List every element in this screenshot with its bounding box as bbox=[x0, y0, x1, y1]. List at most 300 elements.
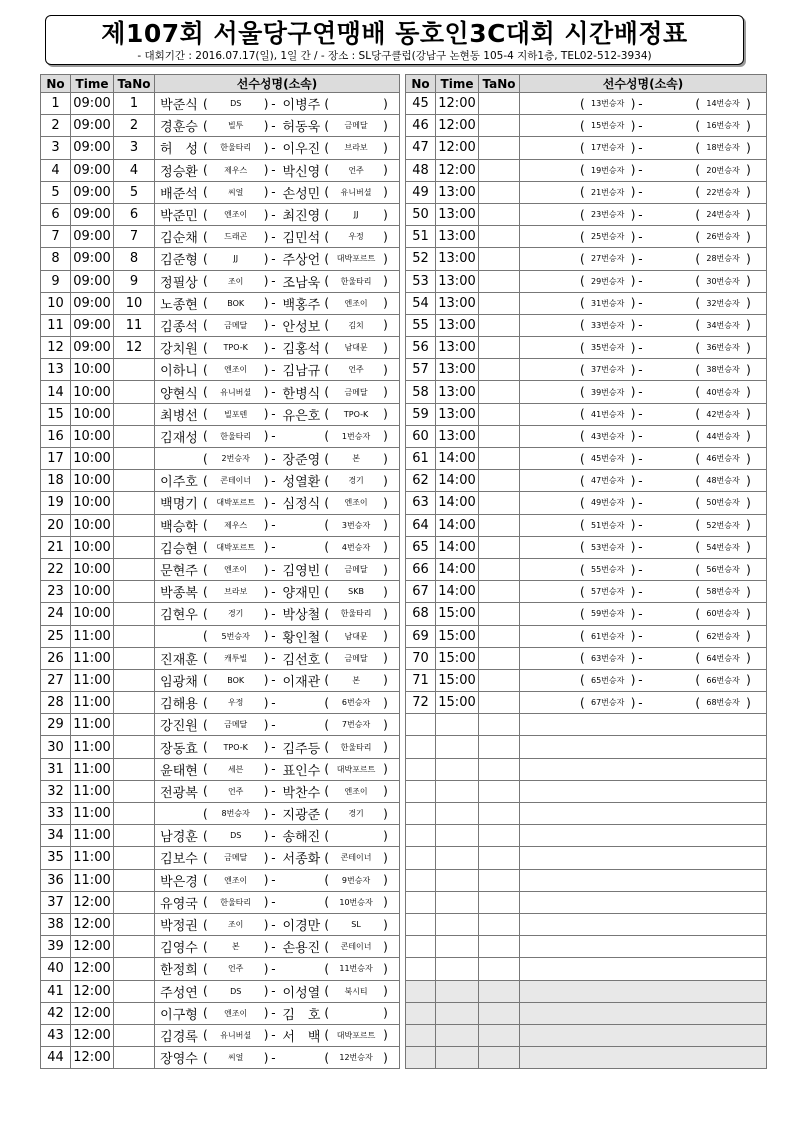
match-no: 46 bbox=[406, 115, 436, 137]
winner-a: 31번승자 bbox=[591, 298, 625, 308]
match-no: 64 bbox=[406, 514, 436, 536]
table-no: 8 bbox=[114, 248, 155, 270]
empty-row bbox=[406, 1002, 767, 1024]
player2-name: 김영빈 bbox=[282, 564, 321, 580]
winner-a: 43번승자 bbox=[591, 431, 625, 441]
paren-open: ( bbox=[580, 207, 585, 222]
winner-pair bbox=[520, 515, 766, 536]
paren-open: ( bbox=[203, 939, 208, 954]
paren-close: ) bbox=[263, 407, 269, 422]
player-pair bbox=[155, 115, 399, 136]
empty-cell bbox=[479, 1047, 520, 1069]
player1-name: 김준형 bbox=[160, 253, 198, 269]
match-no: 20 bbox=[41, 514, 71, 536]
winner-pair bbox=[520, 315, 766, 336]
paren-close: ) bbox=[263, 207, 269, 222]
paren-close: ) bbox=[746, 473, 751, 488]
winner-pair bbox=[520, 448, 766, 469]
player2-club: 금메달 bbox=[344, 121, 368, 131]
match-time: 15:00 bbox=[436, 669, 479, 691]
match-no: 8 bbox=[41, 248, 71, 270]
paren-open: ( bbox=[203, 163, 208, 178]
paren-open: ( bbox=[203, 296, 208, 311]
paren-close: ) bbox=[630, 140, 636, 155]
paren-open: ( bbox=[203, 895, 208, 910]
player2-name: 이재관 bbox=[282, 674, 321, 690]
paren-open: ( bbox=[324, 673, 330, 688]
empty-row bbox=[406, 936, 767, 958]
player1-name: 한정희 bbox=[160, 963, 198, 979]
players-cell bbox=[155, 669, 400, 691]
match-time: 10:00 bbox=[71, 603, 114, 625]
vs-dash: - bbox=[271, 762, 276, 777]
players-cell bbox=[520, 159, 767, 181]
paren-close: ) bbox=[263, 185, 269, 200]
paren-close: ) bbox=[263, 740, 269, 755]
winner-b: 16번승자 bbox=[706, 121, 740, 131]
col-time: Time bbox=[71, 75, 114, 93]
players-cell bbox=[520, 425, 767, 447]
player2-club: 대박포르트 bbox=[336, 254, 376, 264]
paren-open: ( bbox=[324, 207, 330, 222]
match-time: 09:00 bbox=[71, 115, 114, 137]
empty-cell bbox=[436, 736, 479, 758]
vs-dash: - bbox=[271, 740, 276, 755]
table-no bbox=[479, 337, 520, 359]
player1-name: 장동효 bbox=[160, 741, 198, 757]
player1-name: 김재성 bbox=[160, 430, 198, 446]
paren-open: ( bbox=[695, 385, 701, 400]
paren-close: ) bbox=[263, 961, 269, 976]
vs-dash: - bbox=[638, 251, 643, 266]
winner-b: 52번승자 bbox=[706, 520, 740, 530]
player1-club: 본 bbox=[231, 942, 240, 952]
players-cell bbox=[520, 448, 767, 470]
paren-open: ( bbox=[203, 473, 208, 488]
paren-close: ) bbox=[746, 362, 751, 377]
winner-pair bbox=[520, 115, 766, 136]
paren-open: ( bbox=[203, 229, 208, 244]
match-no: 59 bbox=[406, 403, 436, 425]
table-no: 6 bbox=[114, 203, 155, 225]
players-cell bbox=[155, 448, 400, 470]
paren-close: ) bbox=[263, 651, 269, 666]
page-title: 제107회 서울당구연맹배 동호인3C대회 시간배정표 bbox=[101, 19, 688, 48]
winner-b: 34번승자 bbox=[706, 320, 740, 330]
vs-dash: - bbox=[638, 629, 643, 644]
empty-cell bbox=[520, 736, 767, 758]
match-no: 31 bbox=[41, 758, 71, 780]
vs-dash: - bbox=[638, 362, 643, 377]
paren-close: ) bbox=[383, 385, 388, 400]
table-row bbox=[41, 248, 400, 270]
players-cell bbox=[520, 248, 767, 270]
empty-row bbox=[406, 847, 767, 869]
match-no: 24 bbox=[41, 603, 71, 625]
table-row bbox=[41, 337, 400, 359]
paren-close: ) bbox=[383, 784, 388, 799]
paren-close: ) bbox=[383, 850, 388, 865]
match-no: 1 bbox=[41, 93, 71, 115]
paren-close: ) bbox=[383, 1050, 388, 1065]
players-cell bbox=[155, 270, 400, 292]
match-time: 10:00 bbox=[71, 536, 114, 558]
table-no bbox=[114, 558, 155, 580]
vs-dash: - bbox=[271, 717, 276, 732]
paren-close: ) bbox=[630, 96, 636, 111]
table-row bbox=[41, 625, 400, 647]
player2-club: 유니버셜 bbox=[340, 187, 372, 197]
paren-open: ( bbox=[580, 385, 585, 400]
table-row bbox=[41, 492, 400, 514]
winner-pair bbox=[520, 648, 766, 669]
empty-cell bbox=[520, 1002, 767, 1024]
paren-close: ) bbox=[263, 717, 269, 732]
player1-name: 김경록 bbox=[160, 1029, 198, 1045]
empty-row bbox=[406, 714, 767, 736]
player-pair bbox=[155, 847, 399, 868]
paren-open: ( bbox=[324, 140, 330, 155]
vs-dash: - bbox=[271, 385, 276, 400]
player2-club: 본 bbox=[352, 454, 360, 464]
paren-open: ( bbox=[695, 118, 701, 133]
paren-open: ( bbox=[203, 584, 208, 599]
vs-dash: - bbox=[638, 562, 643, 577]
paren-close: ) bbox=[383, 185, 388, 200]
table-row bbox=[406, 492, 767, 514]
paren-open: ( bbox=[324, 495, 330, 510]
winner-b: 22번승자 bbox=[706, 187, 740, 197]
player-pair bbox=[155, 381, 399, 402]
table-no bbox=[479, 115, 520, 137]
players-cell bbox=[155, 115, 400, 137]
paren-open: ( bbox=[203, 340, 208, 355]
match-no: 71 bbox=[406, 669, 436, 691]
player2-club: 남대문 bbox=[344, 343, 368, 353]
player-pair bbox=[155, 714, 399, 735]
winner-a: 51번승자 bbox=[591, 520, 625, 530]
paren-close: ) bbox=[383, 629, 388, 644]
table-row bbox=[406, 470, 767, 492]
players-cell bbox=[520, 93, 767, 115]
player1-club: 유니버셜 bbox=[220, 1030, 252, 1040]
paren-open: ( bbox=[203, 917, 208, 932]
match-time: 14:00 bbox=[436, 514, 479, 536]
paren-open: ( bbox=[324, 473, 330, 488]
player1-name: 강진원 bbox=[160, 719, 198, 735]
table-row bbox=[406, 581, 767, 603]
player1-name: 박준식 bbox=[160, 98, 198, 114]
paren-open: ( bbox=[203, 385, 208, 400]
paren-close: ) bbox=[630, 629, 636, 644]
match-no: 14 bbox=[41, 381, 71, 403]
paren-close: ) bbox=[383, 740, 388, 755]
vs-dash: - bbox=[638, 651, 643, 666]
paren-open: ( bbox=[695, 296, 701, 311]
paren-open: ( bbox=[580, 562, 585, 577]
players-cell bbox=[155, 958, 400, 980]
paren-close: ) bbox=[746, 606, 751, 621]
vs-dash: - bbox=[271, 984, 276, 999]
paren-open: ( bbox=[324, 296, 330, 311]
empty-cell bbox=[479, 803, 520, 825]
empty-cell bbox=[436, 847, 479, 869]
paren-close: ) bbox=[746, 495, 751, 510]
player2-name: 지광준 bbox=[282, 808, 321, 824]
empty-row bbox=[406, 803, 767, 825]
table-no bbox=[479, 603, 520, 625]
match-time: 13:00 bbox=[436, 203, 479, 225]
match-time: 11:00 bbox=[71, 803, 114, 825]
paren-close: ) bbox=[746, 429, 751, 444]
paren-open: ( bbox=[695, 584, 701, 599]
paren-close: ) bbox=[746, 318, 751, 333]
vs-dash: - bbox=[271, 451, 276, 466]
player1-club: 씨얼 bbox=[227, 1053, 244, 1063]
empty-cell bbox=[436, 803, 479, 825]
winner-pair bbox=[520, 404, 766, 425]
vs-dash: - bbox=[638, 673, 643, 688]
players-cell bbox=[155, 758, 400, 780]
empty-cell bbox=[520, 1047, 767, 1069]
paren-open: ( bbox=[580, 673, 585, 688]
player2-club: 대박포르트 bbox=[336, 764, 376, 774]
paren-close: ) bbox=[746, 629, 751, 644]
player-pair bbox=[155, 914, 399, 935]
col-tano: TaNo bbox=[114, 75, 155, 93]
vs-dash: - bbox=[271, 96, 276, 111]
winner-b: 28번승자 bbox=[706, 254, 740, 264]
winner-b: 18번승자 bbox=[706, 143, 740, 153]
match-time: 10:00 bbox=[71, 359, 114, 381]
empty-cell bbox=[406, 958, 436, 980]
table-row bbox=[406, 159, 767, 181]
winner-b: 58번승자 bbox=[706, 587, 740, 597]
player1-club: DS bbox=[230, 831, 242, 841]
match-time: 12:00 bbox=[436, 137, 479, 159]
paren-open: ( bbox=[324, 562, 330, 577]
match-no: 21 bbox=[41, 536, 71, 558]
paren-close: ) bbox=[383, 606, 388, 621]
paren-open: ( bbox=[203, 695, 208, 710]
match-time: 12:00 bbox=[71, 891, 114, 913]
paren-close: ) bbox=[263, 118, 269, 133]
vs-dash: - bbox=[271, 429, 276, 444]
winner-b: 38번승자 bbox=[706, 365, 740, 375]
paren-close: ) bbox=[383, 229, 388, 244]
table-row bbox=[406, 381, 767, 403]
table-row bbox=[41, 1047, 400, 1069]
paren-open: ( bbox=[324, 540, 330, 555]
table-no bbox=[114, 625, 155, 647]
player-pair bbox=[155, 271, 399, 292]
paren-close: ) bbox=[263, 340, 269, 355]
match-time: 09:00 bbox=[71, 159, 114, 181]
player1-name: 최병선 bbox=[160, 408, 198, 424]
player1-club: 캐투빌 bbox=[224, 653, 248, 663]
player1-name: 강치원 bbox=[160, 342, 198, 358]
players-cell bbox=[155, 891, 400, 913]
player1-club: 조이 bbox=[227, 276, 244, 286]
paren-close: ) bbox=[746, 407, 751, 422]
paren-open: ( bbox=[203, 629, 208, 644]
match-time: 12:00 bbox=[436, 115, 479, 137]
empty-cell bbox=[406, 936, 436, 958]
table-row bbox=[406, 226, 767, 248]
player1-name: 장영수 bbox=[160, 1052, 198, 1068]
table-no bbox=[479, 359, 520, 381]
paren-close: ) bbox=[630, 407, 636, 422]
player2-name: 박신영 bbox=[282, 164, 321, 180]
paren-open: ( bbox=[324, 362, 330, 377]
table-row bbox=[406, 203, 767, 225]
title-box bbox=[45, 15, 744, 65]
players-cell bbox=[520, 226, 767, 248]
player1-club: 대박포르트 bbox=[216, 498, 255, 508]
empty-cell bbox=[406, 714, 436, 736]
paren-open: ( bbox=[324, 385, 330, 400]
paren-close: ) bbox=[383, 717, 388, 732]
paren-close: ) bbox=[630, 296, 636, 311]
player1-club: 엔조이 bbox=[224, 365, 248, 375]
paren-close: ) bbox=[746, 673, 751, 688]
player2-club: 경기 bbox=[348, 476, 364, 486]
match-no: 57 bbox=[406, 359, 436, 381]
players-cell bbox=[155, 869, 400, 891]
paren-open: ( bbox=[580, 118, 585, 133]
paren-close: ) bbox=[383, 163, 388, 178]
player1-club: BOK bbox=[227, 298, 245, 308]
paren-open: ( bbox=[695, 429, 701, 444]
winner-pair bbox=[520, 293, 766, 314]
winner-b: 14번승자 bbox=[706, 99, 740, 109]
empty-cell bbox=[520, 825, 767, 847]
match-time: 11:00 bbox=[71, 736, 114, 758]
player1-club: 조이 bbox=[227, 920, 244, 930]
paren-close: ) bbox=[383, 118, 388, 133]
player1-name: 허 성 bbox=[159, 142, 199, 158]
table-no bbox=[479, 137, 520, 159]
paren-open: ( bbox=[324, 695, 330, 710]
player2-name: 이경만 bbox=[282, 919, 321, 935]
player2-club: JJ bbox=[353, 210, 359, 220]
right-schedule-table bbox=[405, 74, 767, 1069]
empty-cell bbox=[520, 869, 767, 891]
table-row bbox=[41, 869, 400, 891]
vs-dash: - bbox=[271, 828, 276, 843]
winner-a: 65번승자 bbox=[591, 675, 625, 685]
col-players: 선수성명(소속) bbox=[155, 75, 400, 93]
players-cell bbox=[520, 137, 767, 159]
match-no: 5 bbox=[41, 181, 71, 203]
paren-open: ( bbox=[695, 229, 701, 244]
paren-open: ( bbox=[580, 473, 585, 488]
table-no bbox=[114, 448, 155, 470]
players-cell bbox=[520, 514, 767, 536]
table-no bbox=[114, 847, 155, 869]
players-cell bbox=[155, 248, 400, 270]
empty-cell bbox=[436, 891, 479, 913]
paren-close: ) bbox=[383, 917, 388, 932]
paren-close: ) bbox=[263, 873, 269, 888]
paren-open: ( bbox=[203, 318, 208, 333]
paren-close: ) bbox=[630, 118, 636, 133]
player1-name: 정필상 bbox=[160, 275, 198, 291]
vs-dash: - bbox=[638, 429, 643, 444]
table-no bbox=[114, 692, 155, 714]
match-time: 13:00 bbox=[436, 181, 479, 203]
winner-b: 66번승자 bbox=[706, 675, 740, 685]
empty-cell bbox=[436, 869, 479, 891]
table-no bbox=[114, 425, 155, 447]
paren-open: ( bbox=[324, 629, 330, 644]
paren-close: ) bbox=[630, 451, 636, 466]
match-time: 13:00 bbox=[436, 337, 479, 359]
table-row bbox=[406, 181, 767, 203]
paren-close: ) bbox=[746, 385, 751, 400]
player2-name: 표인수 bbox=[282, 763, 321, 779]
vs-dash: - bbox=[638, 185, 643, 200]
paren-open: ( bbox=[580, 251, 585, 266]
paren-open: ( bbox=[695, 606, 701, 621]
paren-close: ) bbox=[383, 518, 388, 533]
player1-name: 배준석 bbox=[160, 186, 198, 202]
paren-open: ( bbox=[203, 1028, 208, 1043]
match-time: 15:00 bbox=[436, 625, 479, 647]
paren-close: ) bbox=[383, 961, 388, 976]
match-no: 13 bbox=[41, 359, 71, 381]
player1-name: 이구형 bbox=[160, 1007, 198, 1023]
empty-cell bbox=[520, 936, 767, 958]
paren-open: ( bbox=[324, 1028, 330, 1043]
paren-close: ) bbox=[630, 562, 636, 577]
player2-club: 콘테이너 bbox=[340, 853, 372, 863]
vs-dash: - bbox=[271, 362, 276, 377]
match-no: 43 bbox=[41, 1024, 71, 1046]
players-cell bbox=[155, 492, 400, 514]
paren-open: ( bbox=[324, 318, 330, 333]
table-row bbox=[41, 758, 400, 780]
winner-a: 37번승자 bbox=[591, 365, 625, 375]
empty-cell bbox=[520, 1024, 767, 1046]
player1-name: 백명기 bbox=[160, 497, 198, 513]
players-cell bbox=[520, 181, 767, 203]
paren-close: ) bbox=[630, 340, 636, 355]
empty-cell bbox=[520, 714, 767, 736]
player2-club: SKB bbox=[348, 587, 364, 597]
match-time: 09:00 bbox=[71, 314, 114, 336]
vs-dash: - bbox=[271, 296, 276, 311]
empty-row bbox=[406, 1047, 767, 1069]
player-pair bbox=[155, 182, 399, 203]
table-row bbox=[406, 337, 767, 359]
table-no bbox=[479, 536, 520, 558]
winner-a: 21번승자 bbox=[591, 187, 625, 197]
paren-open: ( bbox=[203, 1006, 208, 1021]
table-row bbox=[406, 270, 767, 292]
winner-pair bbox=[520, 137, 766, 158]
players-cell bbox=[520, 115, 767, 137]
match-no: 2 bbox=[41, 115, 71, 137]
table-row bbox=[41, 514, 400, 536]
match-time: 11:00 bbox=[71, 669, 114, 691]
player1-name: 김해용 bbox=[160, 697, 198, 713]
winner-a: 17번승자 bbox=[591, 143, 625, 153]
table-row bbox=[41, 93, 400, 115]
player-pair bbox=[155, 1003, 399, 1024]
winner-a: 47번승자 bbox=[591, 476, 625, 486]
vs-dash: - bbox=[638, 229, 643, 244]
